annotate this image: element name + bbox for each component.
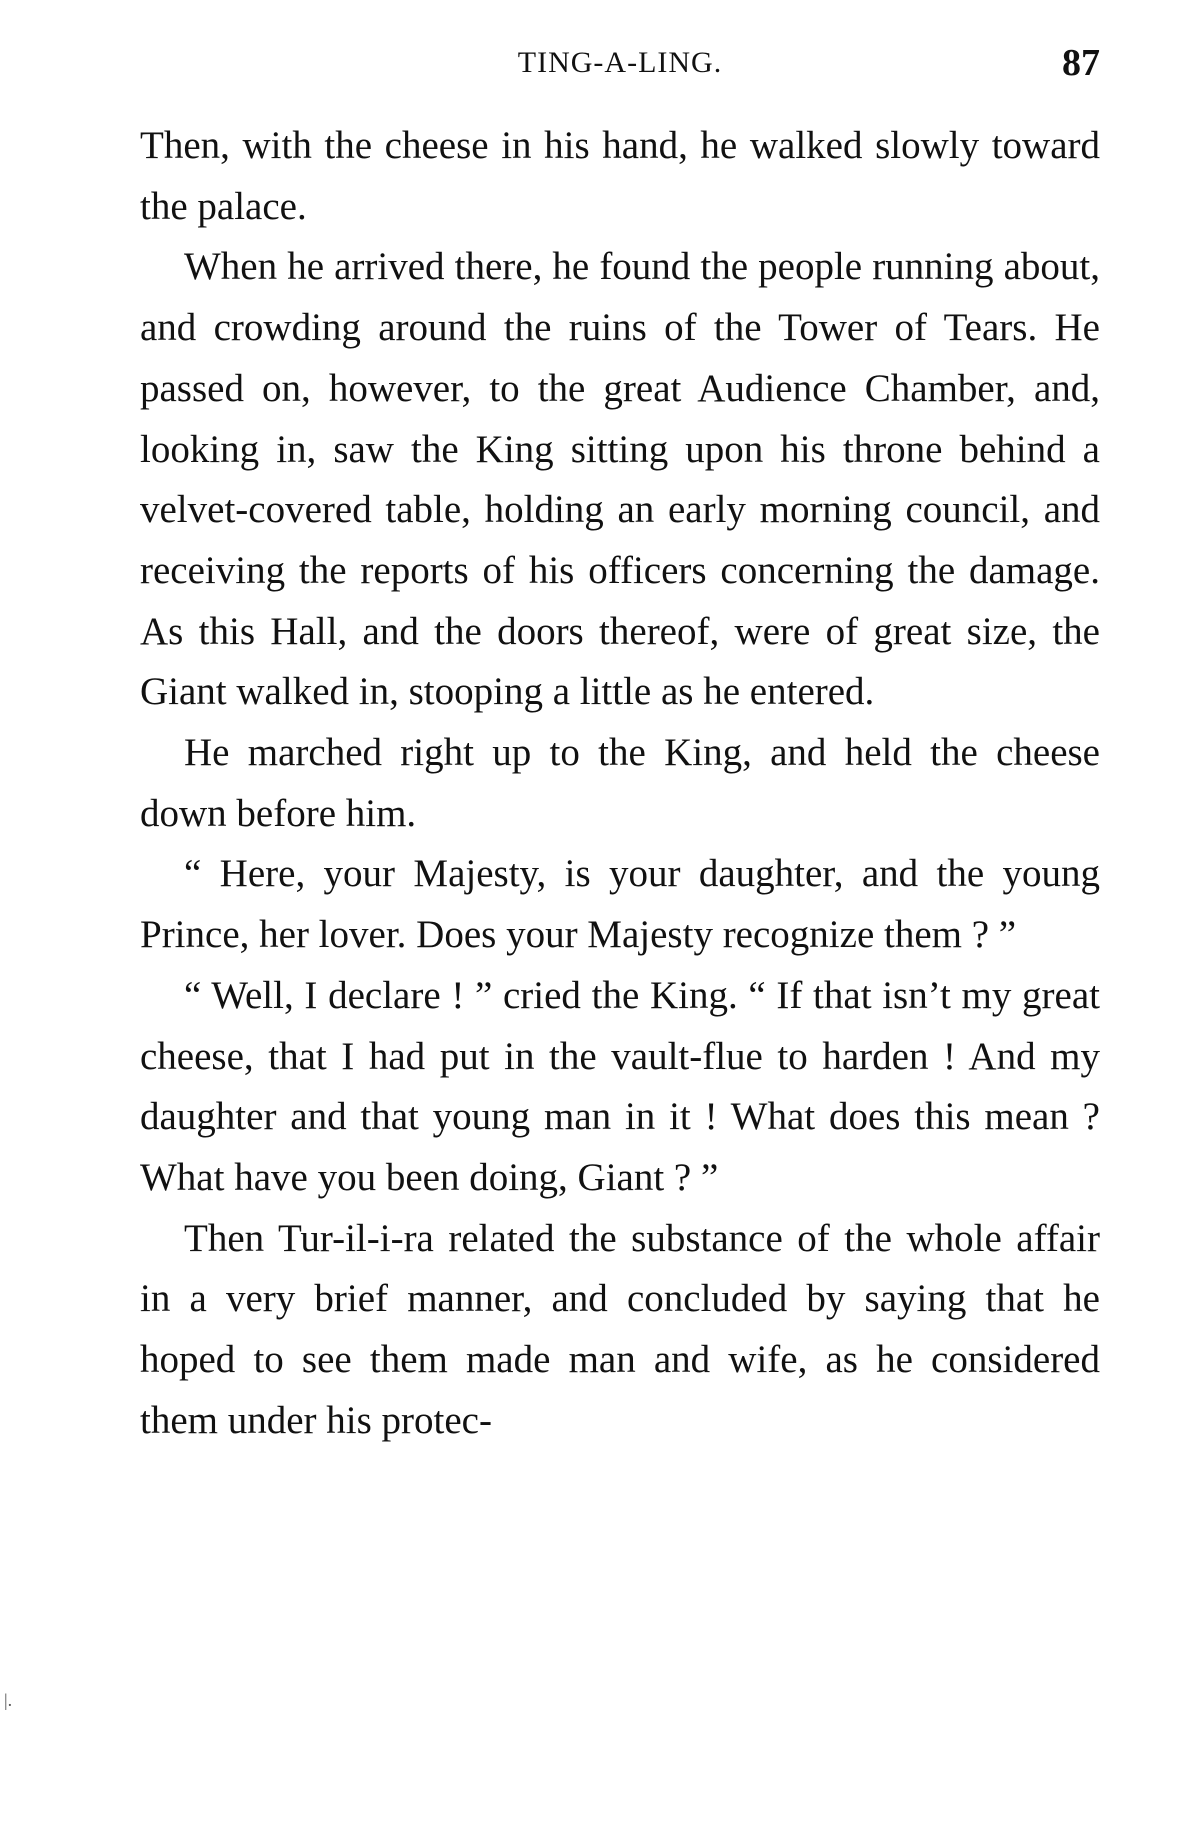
running-title: TING-A-LING.	[517, 46, 723, 79]
paragraph: Then, with the cheese in his hand, he walked slowly toward the palace.	[140, 124, 1100, 228]
paragraph: When he arrived there, he found the people running about, and crowding around the ruins of the Tower of Tears. He passed on, however, to the great Audience Chamber, and, looking in, saw the King sitting upon his throne behind a velvet-covered table, holding an early morning council, and receiving the reports of his officers concerning the damage. As this Hall, and the doors thereof, were of great size, the Giant walked in, stooping a little as he entered.	[140, 245, 1100, 714]
running-head	[140, 38, 1100, 88]
paragraph: “ Well, I declare ! ” cried the King. “ If that isn’t my great cheese, that I had put in the vault-flue to harden ! And my daughter and that young man in it ! What does this mean ? What have you been doing, Giant ? ”	[140, 973, 1100, 1199]
paragraph: He marched right up to the King, and held the cheese down before him.	[140, 731, 1100, 835]
paragraph: Then Tur-il-i-ra related the substance of the whole affair in a very brief manner, and concluded by saying that he hoped to see them made man and wife, as he considered them under his protec-	[140, 1216, 1100, 1442]
margin-mark: |.	[4, 1690, 13, 1710]
paragraph: “ Here, your Majesty, is your daughter, and the young Prince, her lover. Does your Majesty recognize them ? ”	[140, 852, 1100, 957]
page-number: 87	[1062, 42, 1100, 84]
body-text	[140, 116, 1100, 1451]
